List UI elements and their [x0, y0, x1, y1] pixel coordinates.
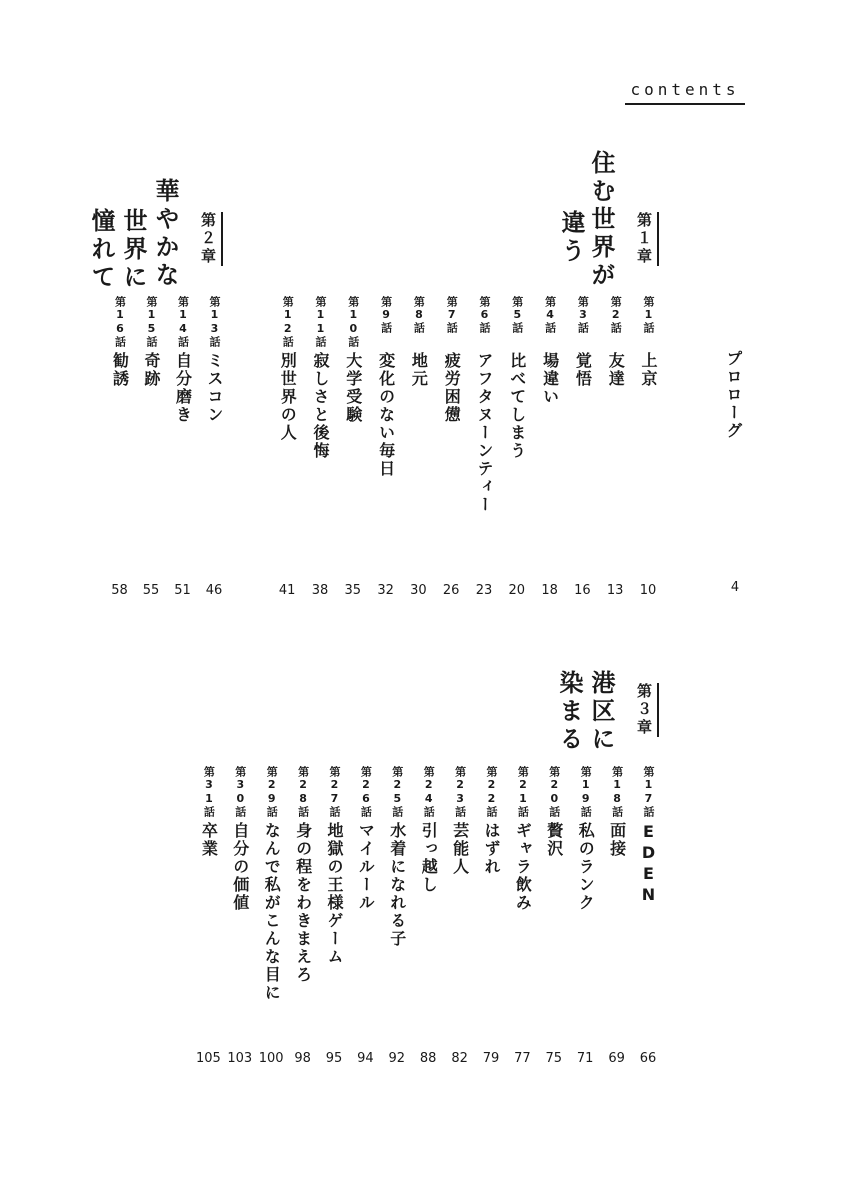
episode-page-number: 95: [325, 1051, 343, 1066]
prologue-title: プロローグ: [724, 350, 743, 440]
episode-title[interactable]: 私のランク: [576, 822, 596, 912]
episode-number: 第11話: [314, 296, 327, 348]
episode-page-number: 16: [574, 583, 591, 598]
episode-title[interactable]: 大学受験: [343, 352, 363, 424]
episode-number: 第13話: [208, 296, 221, 348]
chapter-1-title-line-2: 違う: [557, 210, 585, 266]
episode-number: 第14話: [176, 296, 190, 348]
episode-page-number: 23: [475, 583, 493, 598]
episode-number: 第8話: [412, 296, 426, 334]
episode-page-number: 82: [451, 1051, 468, 1066]
episode-title[interactable]: はずれ: [482, 822, 501, 876]
episode-page-number: 92: [388, 1051, 406, 1066]
episode-title[interactable]: 場違い: [540, 352, 560, 406]
episode-number: 第28話: [296, 766, 310, 818]
episode-page-number: 103: [227, 1051, 253, 1066]
episode-number: 第21話: [516, 766, 530, 818]
episode-title[interactable]: 地元: [409, 352, 429, 388]
episode-page-number: 41: [278, 583, 296, 598]
episode-title[interactable]: 友達: [606, 352, 626, 388]
episode-page-number: 75: [545, 1051, 563, 1066]
episode-number: 第6話: [478, 296, 491, 334]
episode-number: 第24話: [422, 766, 436, 818]
episode-page-number: 32: [377, 583, 394, 598]
episode-title[interactable]: 覚悟: [573, 352, 593, 388]
episode-title[interactable]: 身の程をわきまえろ: [293, 822, 313, 984]
episode-title[interactable]: ギャラ飲み: [513, 822, 533, 912]
episode-page-number: 20: [508, 583, 526, 598]
episode-title[interactable]: アフタヌーンティー: [475, 352, 494, 514]
episode-number: 第12話: [281, 296, 295, 348]
episode-number: 第4話: [543, 296, 557, 334]
episode-title[interactable]: 自分磨き: [173, 352, 193, 424]
episode-title[interactable]: 卒業: [199, 822, 219, 858]
episode-title[interactable]: 芸能人: [450, 822, 470, 876]
episode-title[interactable]: 地獄の王様ゲーム: [325, 822, 344, 966]
episode-page-number: 88: [419, 1051, 437, 1066]
episode-number: 第26話: [359, 766, 373, 818]
episode-page-number: 26: [442, 583, 460, 598]
episode-number: 第9話: [379, 296, 393, 334]
chapter-2-number: 第２章: [200, 212, 223, 266]
episode-number: 第19話: [579, 766, 593, 818]
episode-number: 第17話: [642, 766, 655, 818]
chapter-3-number: 第３章: [636, 683, 659, 737]
episode-title[interactable]: 贅沢: [544, 822, 564, 858]
chapter-2-title-line-2: 世界に: [119, 208, 147, 292]
episode-title[interactable]: 寂しさと後悔: [311, 352, 330, 460]
episode-page-number: 69: [608, 1051, 625, 1066]
episode-title[interactable]: ミスコン: [205, 352, 224, 424]
episode-title[interactable]: 比べてしまう: [507, 352, 527, 460]
episode-number: 第27話: [328, 766, 341, 818]
episode-title[interactable]: 疲労困憊: [442, 352, 462, 424]
episode-page-number: 77: [514, 1051, 531, 1066]
episode-page-number: 30: [410, 583, 427, 598]
episode-page-number: 79: [482, 1051, 500, 1066]
prologue-page: 4: [730, 580, 740, 595]
episode-number: 第18話: [610, 766, 624, 818]
episode-number: 第31話: [202, 766, 216, 818]
chapter-2-title-line-1: 華やかな: [151, 178, 179, 290]
episode-number: 第29話: [265, 766, 279, 818]
episode-title[interactable]: 変化のない毎日: [376, 352, 396, 478]
chapter-3-title-line-1: 港区に: [587, 670, 615, 754]
episode-number: 第5話: [510, 296, 524, 334]
episode-title[interactable]: 水着になれる子: [387, 822, 407, 948]
episode-title[interactable]: なんで私がこんな目に: [262, 822, 282, 1002]
episode-title[interactable]: 奇跡: [142, 352, 161, 388]
episode-title[interactable]: 上京: [639, 352, 658, 388]
episode-number: 第15話: [145, 296, 158, 348]
episode-title[interactable]: 勧誘: [110, 352, 130, 388]
episode-number: 第25話: [390, 766, 404, 818]
episode-title[interactable]: 面接: [607, 822, 627, 858]
episode-title[interactable]: 引っ越し: [419, 822, 439, 894]
episode-title[interactable]: 自分の価値: [230, 822, 250, 912]
episode-number: 第16話: [113, 296, 127, 348]
episode-page-number: 55: [142, 583, 160, 598]
episode-number: 第20話: [547, 766, 561, 818]
episode-number: 第23話: [453, 766, 467, 818]
episode-page-number: 100: [258, 1051, 284, 1066]
episode-title[interactable]: 別世界の人: [278, 352, 298, 442]
chapter-1-title-line-1: 住む世界が: [587, 150, 615, 290]
episode-number: 第2話: [609, 296, 623, 334]
episode-title[interactable]: EDEN: [639, 822, 658, 906]
chapter-3-title-line-2: 染まる: [555, 670, 583, 754]
episode-page-number: 35: [344, 583, 362, 598]
episode-number: 第1話: [642, 296, 655, 334]
chapter-2-title-line-3: 憧れて: [87, 208, 115, 292]
episode-number: 第7話: [445, 296, 459, 334]
episode-page-number: 66: [639, 1051, 657, 1066]
chapter-1-number: 第１章: [636, 212, 659, 266]
episode-page-number: 38: [311, 583, 329, 598]
episode-page-number: 94: [357, 1051, 374, 1066]
episode-page-number: 18: [541, 583, 558, 598]
episode-number: 第22話: [485, 766, 498, 818]
episode-page-number: 58: [111, 583, 128, 598]
episode-page-number: 10: [639, 583, 657, 598]
episode-page-number: 71: [576, 1051, 594, 1066]
episode-page-number: 46: [205, 583, 223, 598]
episode-page-number: 98: [294, 1051, 311, 1066]
episode-number: 第3話: [576, 296, 590, 334]
episode-page-number: 51: [174, 583, 191, 598]
contents-title: contents: [625, 80, 745, 105]
episode-number: 第10話: [346, 296, 360, 348]
episode-page-number: 13: [606, 583, 624, 598]
episode-title[interactable]: マイルール: [356, 822, 376, 912]
episode-page-number: 105: [195, 1051, 221, 1066]
episode-number: 第30話: [233, 766, 247, 818]
